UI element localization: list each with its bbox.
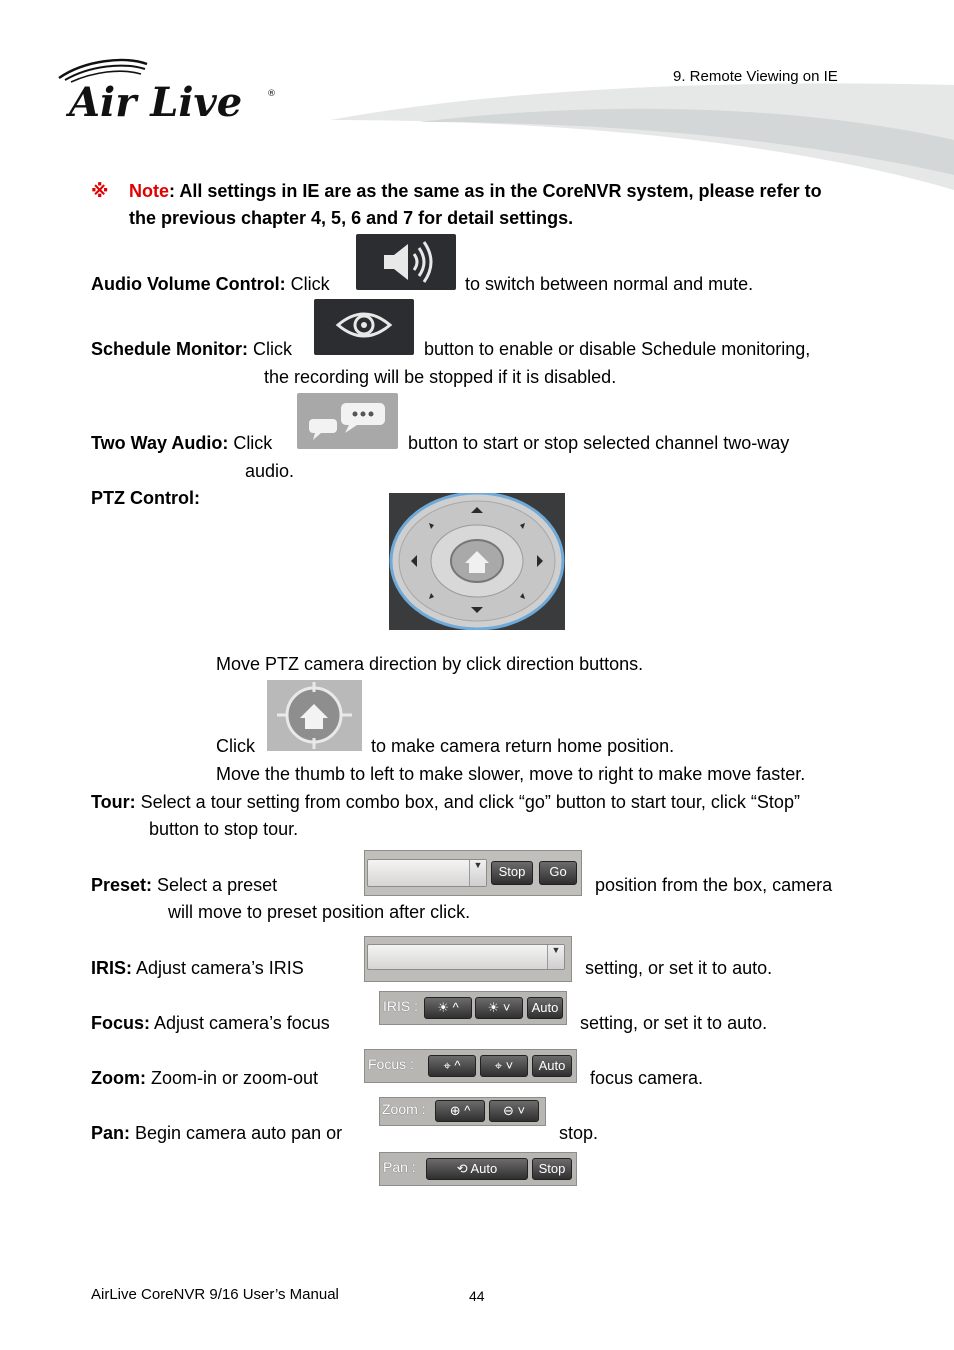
note-text: : All settings in IE are as the same as in the CoreNVR system, please refer to (169, 181, 822, 201)
focus-bar-label: Focus : (368, 1056, 414, 1072)
schedule-line (91, 338, 292, 360)
home-icon[interactable] (267, 680, 362, 751)
iris-auto-button[interactable]: Auto (527, 997, 563, 1019)
pan-button-bar (379, 1152, 577, 1186)
zoom-line (91, 1067, 318, 1089)
svg-text:Air Live: Air Live (69, 79, 243, 126)
tour-title: Tour: (91, 792, 136, 812)
zoom-bar-label: Zoom : (382, 1101, 426, 1117)
focus-far-button[interactable]: ⌖ ˅ (480, 1055, 528, 1077)
ptz-thumb-text: Move the thumb to left to make slower, move to right to make move faster. (216, 764, 806, 784)
focus-post: setting, or set it to auto. (580, 1013, 768, 1033)
chevron-down-icon: ▼ (469, 860, 486, 886)
svg-text:®: ® (267, 89, 276, 99)
tour-line-2: button to stop tour. (149, 819, 299, 839)
pan-post: stop. (559, 1123, 599, 1143)
iris-bar-label: IRIS : (383, 998, 419, 1014)
schedule-line-2: the recording will be stopped if it is disabled. (264, 367, 617, 387)
iris-pre: Adjust camera’s IRIS (132, 958, 304, 978)
pan-pre: Begin camera auto pan or (130, 1123, 343, 1143)
zoom-out-button[interactable]: ⊖ ˅ (489, 1100, 539, 1122)
ptz-move-text: Move PTZ camera direction by click direction buttons. (216, 654, 644, 674)
preset-title: Preset: (91, 875, 153, 895)
ptz-click-text: Click (216, 736, 255, 756)
pan-stop-button[interactable]: Stop (532, 1158, 572, 1180)
audio-title: Audio Volume Control: (91, 274, 286, 294)
zoom-pre: Zoom-in or zoom-out (145, 1068, 319, 1088)
focus-auto-button[interactable]: Auto (532, 1055, 572, 1077)
page-number: 44 (469, 1288, 485, 1304)
focus-near-button[interactable]: ⌖ ^ (428, 1055, 476, 1077)
iris-title: IRIS: (91, 958, 133, 978)
twoway-line (91, 432, 272, 454)
audio-post: to switch between normal and mute. (465, 274, 754, 294)
focus-pre: Adjust camera’s focus (150, 1013, 330, 1033)
iris-select[interactable] (367, 944, 565, 970)
schedule-pre: Click (248, 339, 292, 359)
note-symbol: ※ (91, 181, 109, 201)
iris-post: setting, or set it to auto. (585, 958, 773, 978)
focus-title: Focus: (91, 1013, 151, 1033)
note-line-2: the previous chapter 4, 5, 6 and 7 for detail settings. (129, 208, 574, 228)
zoom-title: Zoom: (91, 1068, 146, 1088)
preset-line (91, 874, 277, 896)
zoom-in-button[interactable]: ⊕ ^ (435, 1100, 485, 1122)
focus-button-bar (364, 1049, 577, 1083)
preset-select[interactable] (367, 859, 487, 887)
iris-down-button[interactable]: ☀ ˅ (475, 997, 523, 1019)
iris-combo-bar (364, 936, 572, 982)
preset-go-button[interactable]: Go (539, 861, 577, 885)
refresh-icon: ⟲ (456, 1161, 471, 1176)
pan-bar-label: Pan : (383, 1159, 416, 1175)
chevron-down-icon: ▼ (547, 945, 564, 969)
schedule-title: Schedule Monitor: (91, 339, 248, 359)
preset-post: position from the box, camera (595, 875, 833, 895)
audio-line (91, 273, 330, 295)
preset-pre: Select a preset (152, 875, 278, 895)
ptz-home-text: to make camera return home position. (371, 736, 675, 756)
pan-auto-button[interactable] (426, 1158, 528, 1180)
twoway-pre: Click (228, 433, 273, 453)
iris-line (91, 957, 304, 979)
twoway-line-2: audio. (245, 461, 295, 481)
pan-auto-label: Auto (470, 1161, 498, 1176)
ptz-title: PTZ Control: (91, 488, 200, 508)
ptz-control-dial[interactable] (389, 493, 565, 630)
chapter-title: 9. Remote Viewing on IE (673, 68, 838, 85)
speaker-icon[interactable] (356, 234, 456, 290)
pan-title: Pan: (91, 1123, 131, 1143)
preset-control-bar (364, 850, 582, 896)
note-label: Note (129, 181, 169, 201)
pan-line (91, 1122, 342, 1144)
schedule-post: button to enable or disable Schedule monitoring, (424, 339, 811, 359)
iris-button-bar (379, 991, 567, 1025)
note-line-1 (129, 180, 822, 202)
zoom-button-bar (379, 1097, 546, 1126)
two-way-audio-icon[interactable] (297, 393, 398, 449)
audio-pre: Click (285, 274, 330, 294)
tour-line (91, 791, 800, 813)
tour-text: Select a tour setting from combo box, and click “go” button to start tour, click “Stop” (135, 792, 800, 812)
footer-manual: AirLive CoreNVR 9/16 User’s Manual (91, 1286, 339, 1303)
preset-stop-button[interactable]: Stop (491, 861, 533, 885)
twoway-title: Two Way Audio: (91, 433, 229, 453)
zoom-post: focus camera. (590, 1068, 704, 1088)
iris-up-button[interactable]: ☀ ^ (424, 997, 472, 1019)
airlive-logo (55, 56, 285, 131)
preset-line-2: will move to preset position after click. (168, 902, 471, 922)
focus-line (91, 1012, 330, 1034)
twoway-post: button to start or stop selected channel two-way (408, 433, 790, 453)
eye-icon[interactable] (314, 299, 414, 355)
